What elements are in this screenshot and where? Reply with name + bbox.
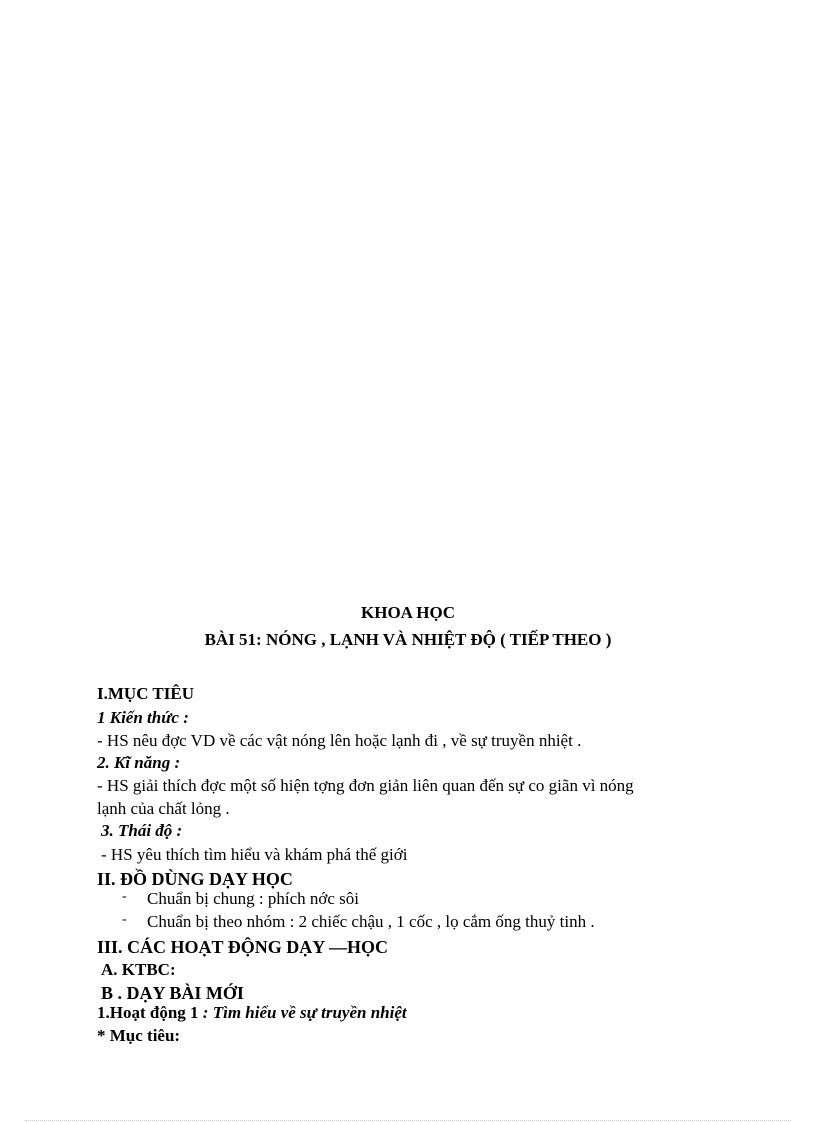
skills-heading: 2. Kĩ năng : [97,753,181,772]
activity-1-label: 1.Hoạt động 1 [97,1003,199,1022]
materials-heading: II. ĐỒ DÙNG DẠY HỌC [97,869,293,889]
bullet-dash: - [122,889,127,904]
attitude-heading: 3. Thái độ : [101,821,183,840]
materials-item-1: Chuẩn bị chung : phích nớc sôi [147,889,360,908]
activities-heading: III. CÁC HOẠT ĐỘNG DẠY —HỌC [97,937,389,957]
skills-text-line-1: - HS giải thích đợc một số hiện tợng đơn giản liên quan đến sự co giãn vì nóng [97,776,634,795]
new-lesson-heading: B . DẠY BÀI MỚI [101,983,244,1003]
knowledge-heading: 1 Kiến thức : [97,708,189,727]
objectives-heading: I.MỤC TIÊU [97,684,194,703]
ktbc-heading: A. KTBC: [101,960,176,979]
bullet-dash: - [122,912,127,927]
activity-1-line [97,1003,407,1023]
page-bottom-rule [25,1120,791,1121]
skills-text-line-2: lạnh của chất lỏng . [97,799,230,818]
subject-title: KHOA HỌC [361,603,455,622]
lesson-title: BÀI 51: NÓNG , LẠNH VÀ NHIỆT ĐỘ ( TIẾP THEO ) [204,630,612,649]
materials-item-2: Chuẩn bị theo nhóm : 2 chiếc chậu , 1 cốc , lọ cắm ống thuỷ tinh . [147,912,595,931]
knowledge-text: - HS nêu đợc VD về các vật nóng lên hoặc lạnh đi , về sự truyền nhiệt . [97,731,582,750]
attitude-text: - HS yêu thích tìm hiểu và khám phá thế giới [101,845,408,864]
objective-label: * Mục tiêu: [97,1026,181,1045]
activity-1-title: : Tìm hiểu về sự truyền nhiệt [198,1003,407,1022]
